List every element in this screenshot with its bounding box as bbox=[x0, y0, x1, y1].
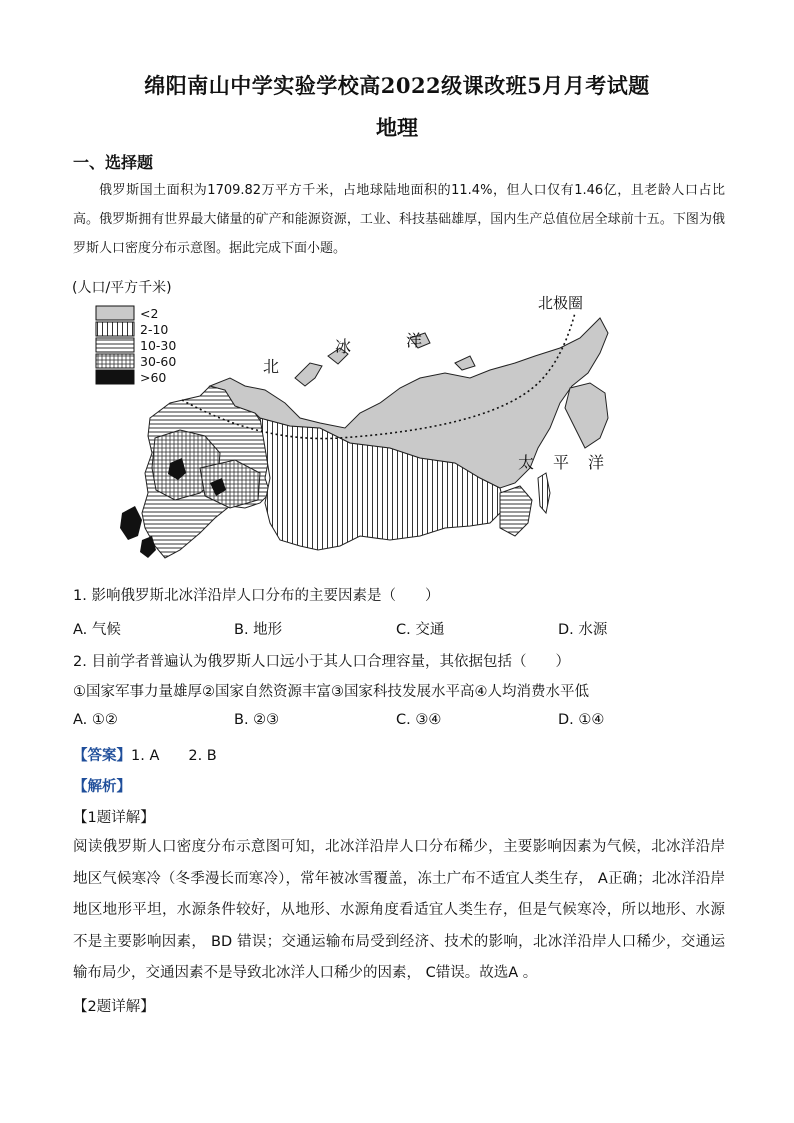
pacific-ocean-label-2: 平 bbox=[553, 453, 570, 472]
question-1-option-c: C. 交通 bbox=[396, 622, 445, 638]
detail-2-label: 【2题详解】 bbox=[73, 999, 155, 1015]
legend-unit-label: (人口/平方千米) bbox=[72, 280, 172, 296]
russia-territory bbox=[142, 318, 608, 558]
detail-1-label: 【1题详解】 bbox=[73, 810, 155, 826]
question-2-statements: ①国家军事力量雄厚②国家自然资源丰富③国家科技发展水平高④人均消费水平低 bbox=[73, 684, 589, 700]
russia-population-density-map bbox=[60, 278, 620, 578]
question-1-option-a: A. 气候 bbox=[73, 622, 121, 638]
analysis-label: 【解析】 bbox=[73, 779, 131, 795]
legend-label: <2 bbox=[140, 306, 159, 321]
answer-text: 1. A 2. B bbox=[131, 748, 217, 764]
map-legend bbox=[96, 306, 176, 385]
question-2-stem: 2. 目前学者普遍认为俄罗斯人口远小于其人口合理容量，其依据包括（ ） bbox=[73, 654, 570, 670]
question-1-option-d: D. 水源 bbox=[558, 622, 608, 638]
pacific-ocean-label-1: 太 bbox=[518, 453, 535, 472]
legend-label: 10-30 bbox=[140, 338, 177, 353]
question-2-option-a: A. ①② bbox=[73, 712, 118, 728]
legend-swatch-lt2 bbox=[96, 306, 134, 320]
answer-line bbox=[73, 744, 217, 765]
exam-title: 绵阳南山中学实验学校高2022级课改班5月月考试题 bbox=[144, 73, 650, 98]
question-2-option-c: C. ③④ bbox=[396, 712, 442, 728]
section-heading: 一、选择题 bbox=[73, 153, 154, 172]
legend-label: 30-60 bbox=[140, 354, 177, 369]
legend-swatch-10-30 bbox=[96, 338, 134, 352]
legend-swatch-2-10 bbox=[96, 322, 134, 336]
arctic-ocean-label-3: 洋 bbox=[406, 331, 423, 350]
question-1-option-b: B. 地形 bbox=[234, 622, 283, 638]
legend-swatch-30-60 bbox=[96, 354, 134, 368]
legend-label: >60 bbox=[140, 370, 167, 385]
intro-paragraph: 俄罗斯国土面积为1709.82万平方千米，占地球陆地面积的11.4%，但人口仅有1.46亿，且老龄人口占比高。俄罗斯拥有世界最大储量的矿产和能源资源，工业、科技基础雄厚，国内生产总值位居全球前十五。下图为俄罗斯人口密度分布示意图。据此完成下面小题。 bbox=[73, 183, 725, 256]
question-2-option-d: D. ①④ bbox=[558, 712, 605, 728]
detail-1-text: 阅读俄罗斯人口密度分布示意图可知，北冰洋沿岸人口分布稀少，主要影响因素为气候，北冰洋沿岸地区气候寒冷（冬季漫长而寒冷），常年被冰雪覆盖，冻土广布不适宜人类生存， A正确；北冰洋沿岸地区地形平坦，水源条件较好，从地形、水源角度看适宜人类生存，但是气候寒冷，所以地形、水源不是主要影响因素， BD 错误；交通运输布局受到经济、技术的影响，北冰洋沿岸人口稀少，交通运输布局少，交通因素不是导致北冰洋人口稀少的因素， C错误。故选A 。 bbox=[73, 839, 725, 981]
question-1-stem: 1. 影响俄罗斯北冰洋沿岸人口分布的主要因素是（ ） bbox=[73, 588, 440, 604]
arctic-circle-label: 北极圈 bbox=[538, 294, 584, 312]
arctic-ocean-label-1: 北 bbox=[263, 357, 280, 376]
question-2-option-b: B. ②③ bbox=[234, 712, 280, 728]
legend-label: 2-10 bbox=[140, 322, 169, 337]
legend-swatch-gt60 bbox=[96, 370, 134, 384]
pacific-ocean-label-3: 洋 bbox=[588, 453, 605, 472]
subject-title: 地理 bbox=[376, 115, 418, 140]
answer-label: 【答案】 bbox=[73, 748, 131, 764]
arctic-ocean-label-2: 冰 bbox=[335, 337, 352, 356]
